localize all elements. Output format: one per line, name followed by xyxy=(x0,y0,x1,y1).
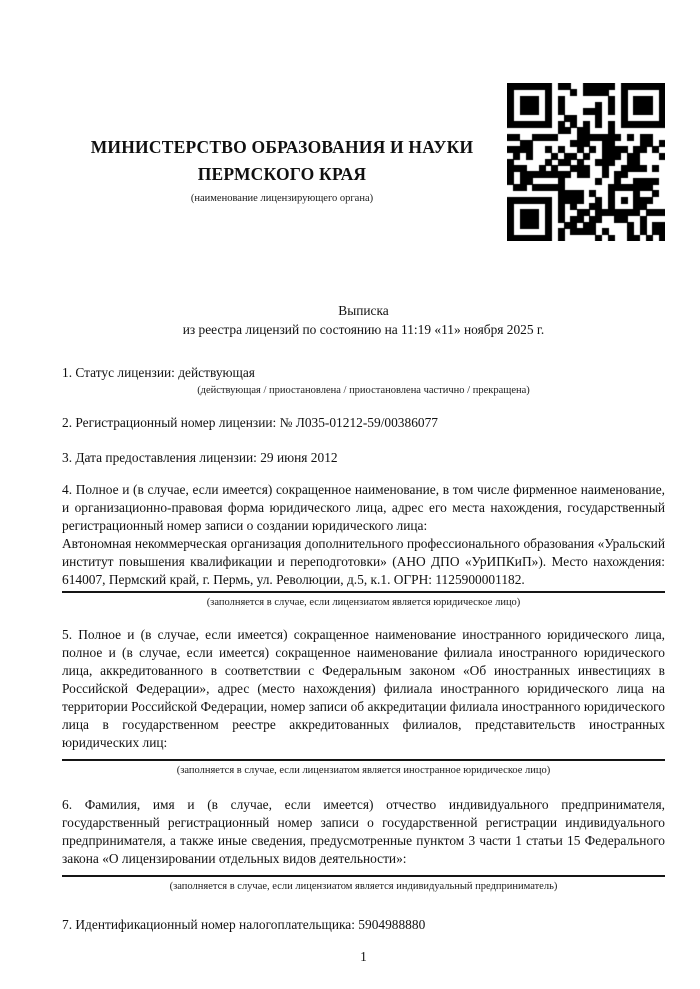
qr-code-image xyxy=(507,83,665,241)
registration-number: 2. Регистрационный номер лицензии: № Л035-01212-59/00386077 xyxy=(62,415,438,430)
ministry-name-line1: МИНИСТЕРСТВО ОБРАЗОВАНИЯ И НАУКИ xyxy=(90,137,474,157)
entrepreneur-fill-line xyxy=(62,875,665,877)
foreign-entity-label: 5. Полное и (в случае, если имеется) сокращенное наименование иностранного юридического лица, полное и (в случае, если имеется) сокращенное наименование филиала иностранного юридического лица, аккредитованного в соответствии с Федеральным законом «Об иностранных инвестициях в Российской Федерации», адрес (место нахождения) филиала иностранного юридического лица на территории Российской Федерации, номер записи об аккредитации филиала иностранного юридического лица в государственном реестре аккредитованных филиалов, представительств иностранных юридических лиц: xyxy=(62,627,665,750)
document-title xyxy=(62,301,665,339)
licensing-authority-header xyxy=(62,134,502,204)
entrepreneur-caption: (заполняется в случае, если лицензиатом является индивидуальный предприниматель) xyxy=(169,881,558,892)
legal-entity-fill-line xyxy=(62,591,665,593)
taxpayer-number: 7. Идентификационный номер налогоплательщика: 5904988880 xyxy=(62,917,426,932)
document-body xyxy=(62,364,665,966)
foreign-entity-fill-line xyxy=(62,759,665,761)
page-number: 1 xyxy=(360,949,367,964)
license-status: 1. Статус лицензии: действующая xyxy=(62,365,255,380)
foreign-entity-caption: (заполняется в случае, если лицензиатом является иностранное юридическое лицо) xyxy=(176,765,551,776)
legal-entity-value: Автономная некоммерческая организация дополнительного профессионального образования «Уральский институт повышения квалификации и переподготовки» (АНО ДПО «УрИПКиП»). Место нахождения: 614007, Пермский край, г. Пермь, ул. Революции, д.5, к.1. ОГРН: 1125900001182. xyxy=(62,536,665,587)
legal-entity-caption: (заполняется в случае, если лицензиатом является юридическое лицо) xyxy=(206,597,521,608)
grant-date: 3. Дата предоставления лицензии: 29 июня 2012 xyxy=(62,450,338,465)
ministry-name xyxy=(62,134,502,188)
document-title-line2: из реестра лицензий по состоянию на 11:19 «11» ноября 2025 г. xyxy=(182,322,545,337)
document-title-line1: Выписка xyxy=(338,303,389,318)
license-status-caption: (действующая / приостановлена / приостановлена частично / прекращена) xyxy=(197,385,530,396)
ministry-name-line2: ПЕРМСКОГО КРАЯ xyxy=(197,164,367,184)
authority-caption: (наименование лицензирующего органа) xyxy=(190,193,374,204)
legal-entity-label: 4. Полное и (в случае, если имеется) сокращенное наименование, в том числе фирменное наименование, и организационно-правовая форма юридического лица, адрес его места нахождения, государственный регистрационный номер записи о создании юридического лица: xyxy=(62,482,665,533)
entrepreneur-label: 6. Фамилия, имя и (в случае, если имеется) отчество индивидуального предпринимателя, государственный регистрационный номер записи о государственной регистрации индивидуального предпринимателя, а также иные сведения, предусмотренные пунктом 3 части 1 статьи 15 Федерального закона «О лицензировании отдельных видов деятельности»: xyxy=(62,797,665,866)
